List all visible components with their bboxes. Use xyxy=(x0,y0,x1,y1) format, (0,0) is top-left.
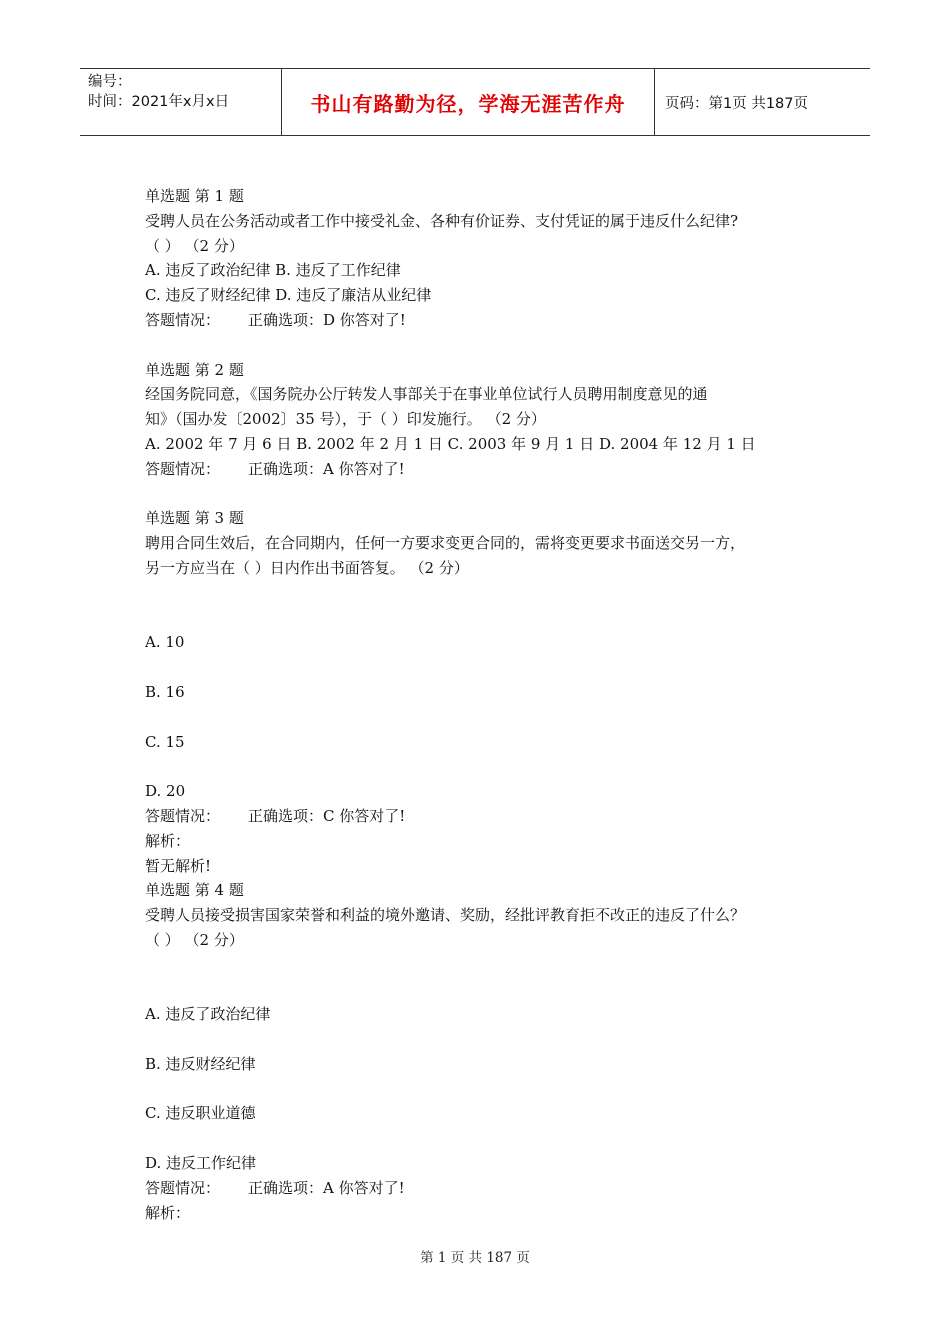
q3-title: 单选题 第 3 题 xyxy=(145,509,244,528)
q4-option-d: D. 违反工作纪律 xyxy=(145,1154,257,1173)
q3-analysis-label: 解析： xyxy=(145,831,191,850)
q2-options: A. 2002 年 7 月 6 日 B. 2002 年 2 月 1 日 C. 2003 年 9 月 1 日 D. 2004 年 12 月 1 日 xyxy=(145,434,756,453)
q3-analysis: 暂无解析! xyxy=(145,856,212,875)
time-label: 时间：2021年x月x日 xyxy=(88,94,230,110)
document-body xyxy=(145,184,825,1225)
page-footer: 第 1 页 共 187 页 xyxy=(420,1250,530,1266)
q3-answer-row xyxy=(145,804,825,829)
q2-answer-row xyxy=(145,457,825,482)
q4-option-c: C. 违反职业道德 xyxy=(145,1104,256,1123)
q3-option-c: C. 15 xyxy=(145,732,185,751)
q3-option-d: D. 20 xyxy=(145,782,186,801)
q2-answer: 正确选项：A 你答对了! xyxy=(248,459,405,478)
q4-text-line1: 受聘人员接受损害国家荣誉和利益的境外邀请、奖励，经批评教育拒不改正的违反了什么？ xyxy=(145,906,746,925)
q4-title: 单选题 第 4 题 xyxy=(145,881,244,900)
q1-answer-row xyxy=(145,308,825,333)
q3-answer: 正确选项：C 你答对了! xyxy=(248,806,406,825)
q4-analysis-label: 解析： xyxy=(145,1203,191,1222)
header-page-info: 页码：第1页 共187页 xyxy=(665,95,809,112)
header-meta xyxy=(80,69,282,135)
q4-answer: 正确选项：A 你答对了! xyxy=(248,1178,405,1197)
q3-option-b: B. 16 xyxy=(145,682,185,701)
q2-title: 单选题 第 2 题 xyxy=(145,360,244,379)
q4-option-b: B. 违反财经纪律 xyxy=(145,1054,256,1073)
q1-answer: 正确选项：D 你答对了! xyxy=(248,310,406,329)
q4-answer-row xyxy=(145,1176,825,1201)
q1-text-line2: （ ） （2 分） xyxy=(145,236,244,255)
q1-options-cd: C. 违反了财经纪律 D. 违反了廉洁从业纪律 xyxy=(145,286,432,305)
q2-text-line2: 知》（国办发〔2002〕35 号），于（ ）印发施行。 （2 分） xyxy=(145,410,546,429)
q1-title: 单选题 第 1 题 xyxy=(145,187,244,205)
q1-options-ab: A. 违反了政治纪律 B. 违反了工作纪律 xyxy=(145,261,401,280)
q3-text-line1: 聘用合同生效后，在合同期内，任何一方要求变更合同的，需将变更要求书面送交另一方， xyxy=(145,534,746,553)
q1-text-line1: 受聘人员在公务活动或者工作中接受礼金、各种有价证券、支付凭证的属于违反什么纪律? xyxy=(145,211,739,230)
q4-text-line2: （ ） （2 分） xyxy=(145,930,244,949)
q4-answer-label: 答题情况： xyxy=(145,1178,221,1197)
q2-text-line1: 经国务院同意，《国务院办公厅转发人事部关于在事业单位试行人员聘用制度意见的通 xyxy=(145,385,708,404)
q2-answer-label: 答题情况： xyxy=(145,459,221,478)
q4-option-a: A. 违反了政治纪律 xyxy=(145,1005,271,1024)
q3-text-line2: 另一方应当在（ ）日内作出书面答复。 （2 分） xyxy=(145,558,469,577)
q3-answer-label: 答题情况： xyxy=(145,806,221,825)
q1-answer-label: 答题情况： xyxy=(145,310,221,329)
page-header xyxy=(80,68,870,136)
code-label: 编号： xyxy=(88,74,132,90)
header-motto: 书山有路勤为径，学海无涯苦作舟 xyxy=(282,69,655,135)
q3-option-a: A. 10 xyxy=(145,633,185,652)
